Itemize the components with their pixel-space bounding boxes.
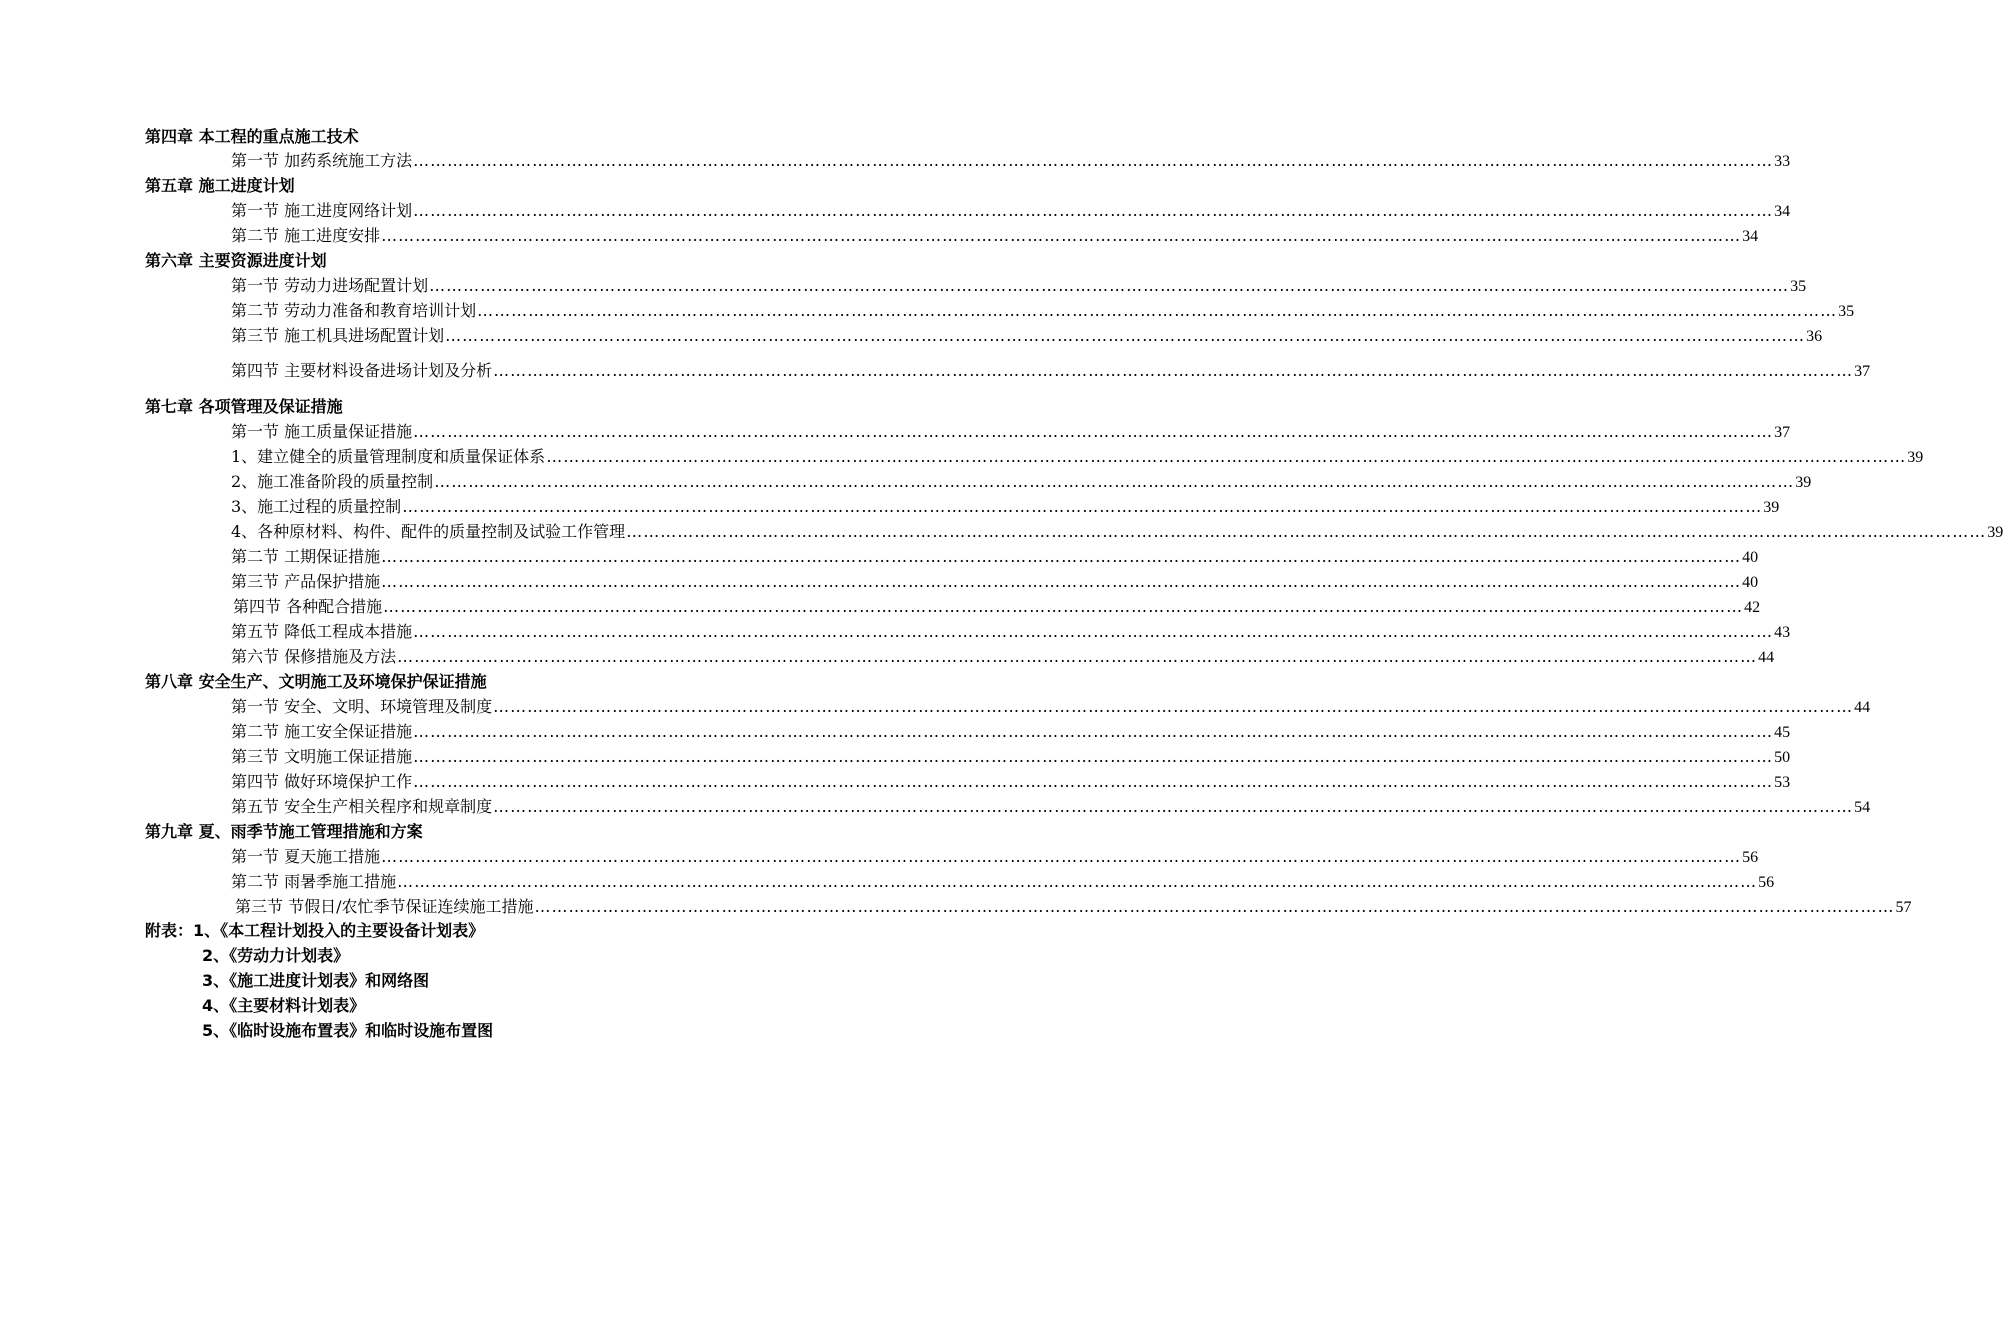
- appendix-item: 4、《主要材料计划表》: [202, 996, 366, 1015]
- toc-dot-leader: ……………………………………………………………………………………………………………………………………………………………………………………………………………………: [477, 301, 1838, 320]
- toc-entry-label: 第三节 节假日/农忙季节保证连续施工措施: [235, 897, 534, 916]
- toc-entry-label: 2、施工准备阶段的质量控制: [231, 472, 434, 491]
- toc-entry-label: 第一节 施工进度网络计划: [231, 201, 413, 220]
- toc-entry: [231, 300, 1855, 323]
- toc-entry-label: 第二节 工期保证措施: [231, 547, 381, 566]
- toc-entry-label: 第二节 劳动力准备和教育培训计划: [231, 301, 477, 320]
- toc-entry: [231, 771, 1791, 794]
- toc-dot-leader: ……………………………………………………………………………………………………………………………………………………………………………………………………………………: [397, 647, 1758, 666]
- toc-entry-label: 3、施工过程的质量控制: [231, 497, 402, 516]
- toc-dot-leader: ……………………………………………………………………………………………………………………………………………………………………………………………………………………: [397, 872, 1758, 891]
- toc-dot-leader: ……………………………………………………………………………………………………………………………………………………………………………………………………………………: [413, 772, 1774, 791]
- toc-entry: [231, 421, 1791, 444]
- toc-entry: [231, 471, 1812, 494]
- toc-entry: [231, 871, 1775, 894]
- toc-entry: [231, 846, 1759, 869]
- toc-dot-leader: ……………………………………………………………………………………………………………………………………………………………………………………………………………………: [546, 447, 1907, 466]
- toc-dot-leader: ……………………………………………………………………………………………………………………………………………………………………………………………………………………: [413, 622, 1774, 641]
- toc-page-number: 53: [1774, 774, 1791, 791]
- toc-page-number: 44: [1854, 699, 1871, 716]
- toc-entry-label: 第五节 安全生产相关程序和规章制度: [231, 797, 493, 816]
- toc-chapter-heading: 第九章 夏、雨季节施工管理措施和方案: [145, 822, 423, 841]
- toc-page-number: 39: [1987, 524, 2003, 541]
- toc-entry-label: 第四节 主要材料设备进场计划及分析: [231, 361, 493, 380]
- toc-entry: [231, 325, 1823, 348]
- toc-entry: [231, 446, 1924, 469]
- toc-page-number: 42: [1744, 599, 1761, 616]
- toc-dot-leader: ……………………………………………………………………………………………………………………………………………………………………………………………………………………: [413, 422, 1774, 441]
- toc-page-number: 56: [1742, 849, 1759, 866]
- toc-entry-label: 第四节 做好环境保护工作: [231, 772, 413, 791]
- toc-entry-label: 1、建立健全的质量管理制度和质量保证体系: [231, 447, 546, 466]
- toc-entry: [231, 521, 2003, 544]
- toc-entry-label: 第一节 施工质量保证措施: [231, 422, 413, 441]
- toc-entry-label: 第三节 产品保护措施: [231, 572, 381, 591]
- toc-dot-leader: ……………………………………………………………………………………………………………………………………………………………………………………………………………………: [383, 597, 1744, 616]
- toc-entry-label: 第二节 雨暑季施工措施: [231, 872, 397, 891]
- toc-dot-leader: ……………………………………………………………………………………………………………………………………………………………………………………………………………………: [413, 201, 1774, 220]
- toc-dot-leader: ……………………………………………………………………………………………………………………………………………………………………………………………………………………: [413, 722, 1774, 741]
- toc-entry: [231, 746, 1791, 769]
- toc-entry-label: 第一节 安全、文明、环境管理及制度: [231, 697, 493, 716]
- toc-page-number: 44: [1758, 649, 1775, 666]
- toc-dot-leader: ……………………………………………………………………………………………………………………………………………………………………………………………………………………: [381, 847, 1742, 866]
- toc-entry: [231, 275, 1807, 298]
- toc-entry: [231, 646, 1775, 669]
- toc-page-number: 37: [1854, 363, 1871, 380]
- toc-chapter-heading: 第八章 安全生产、文明施工及环境保护保证措施: [145, 672, 487, 691]
- appendix-item: 2、《劳动力计划表》: [202, 946, 350, 965]
- toc-page-number: 40: [1742, 549, 1759, 566]
- toc-page-number: 36: [1806, 328, 1823, 345]
- toc-page-number: 39: [1907, 449, 1924, 466]
- toc-entry-label: 第五节 降低工程成本措施: [231, 622, 413, 641]
- toc-entry: [231, 546, 1759, 569]
- toc-page-number: 57: [1895, 899, 1912, 916]
- toc-dot-leader: ……………………………………………………………………………………………………………………………………………………………………………………………………………………: [429, 276, 1790, 295]
- appendix-item: 3、《施工进度计划表》和网络图: [202, 971, 430, 990]
- toc-entry-label: 第四节 各种配合措施: [233, 597, 383, 616]
- toc-page-number: 39: [1763, 499, 1780, 516]
- toc-dot-leader: ……………………………………………………………………………………………………………………………………………………………………………………………………………………: [381, 226, 1742, 245]
- toc-entry: [231, 721, 1791, 744]
- toc-entry-label: 第三节 施工机具进场配置计划: [231, 326, 445, 345]
- toc-entry: [231, 496, 1780, 519]
- toc-page-number: 34: [1742, 228, 1759, 245]
- toc-entry-label: 第三节 文明施工保证措施: [231, 747, 413, 766]
- toc-chapter-heading: 第六章 主要资源进度计划: [145, 251, 327, 270]
- toc-dot-leader: ……………………………………………………………………………………………………………………………………………………………………………………………………………………: [413, 747, 1774, 766]
- toc-chapter-heading: 第七章 各项管理及保证措施: [145, 397, 343, 416]
- toc-dot-leader: ……………………………………………………………………………………………………………………………………………………………………………………………………………………: [493, 797, 1854, 816]
- toc-page-number: 37: [1774, 424, 1791, 441]
- toc-entry: [235, 896, 1912, 919]
- toc-page-number: 54: [1854, 799, 1871, 816]
- toc-entry: [231, 225, 1759, 248]
- toc-entry: [231, 621, 1791, 644]
- toc-dot-leader: ……………………………………………………………………………………………………………………………………………………………………………………………………………………: [445, 326, 1806, 345]
- toc-entry: [231, 796, 1871, 819]
- toc-page-number: 56: [1758, 874, 1775, 891]
- toc-entry: [231, 696, 1871, 719]
- toc-page-number: 35: [1838, 303, 1855, 320]
- toc-entry-label: 第一节 夏天施工措施: [231, 847, 381, 866]
- toc-entry: [231, 360, 1871, 383]
- toc-dot-leader: ……………………………………………………………………………………………………………………………………………………………………………………………………………………: [413, 151, 1774, 170]
- toc-page-number: 35: [1790, 278, 1807, 295]
- toc-entry: [231, 200, 1791, 223]
- toc-entry-label: 第二节 施工进度安排: [231, 226, 381, 245]
- toc-page-number: 50: [1774, 749, 1791, 766]
- toc-page-number: 45: [1774, 724, 1791, 741]
- toc-chapter-heading: 第五章 施工进度计划: [145, 176, 295, 195]
- toc-entry: [233, 596, 1761, 619]
- toc-entry-label: 第六节 保修措施及方法: [231, 647, 397, 666]
- toc-page-number: 34: [1774, 203, 1791, 220]
- appendix-item: 附表：1、《本工程计划投入的主要设备计划表》: [145, 921, 485, 940]
- toc-dot-leader: ……………………………………………………………………………………………………………………………………………………………………………………………………………………: [381, 547, 1742, 566]
- toc-entry-label: 4、各种原材料、构件、配件的质量控制及试验工作管理: [231, 522, 626, 541]
- toc-entry-label: 第二节 施工安全保证措施: [231, 722, 413, 741]
- toc-page-number: 43: [1774, 624, 1791, 641]
- toc-dot-leader: ……………………………………………………………………………………………………………………………………………………………………………………………………………………: [626, 522, 1987, 541]
- toc-dot-leader: ……………………………………………………………………………………………………………………………………………………………………………………………………………………: [493, 361, 1854, 380]
- toc-dot-leader: ……………………………………………………………………………………………………………………………………………………………………………………………………………………: [434, 472, 1795, 491]
- appendix-item: 5、《临时设施布置表》和临时设施布置图: [202, 1021, 494, 1040]
- toc-dot-leader: ……………………………………………………………………………………………………………………………………………………………………………………………………………………: [381, 572, 1742, 591]
- toc-dot-leader: ……………………………………………………………………………………………………………………………………………………………………………………………………………………: [402, 497, 1763, 516]
- toc-entry-label: 第一节 劳动力进场配置计划: [231, 276, 429, 295]
- toc-entry-label: 第一节 加药系统施工方法: [231, 151, 413, 170]
- toc-entry: [231, 571, 1759, 594]
- toc-entry: [231, 150, 1791, 173]
- toc-dot-leader: ……………………………………………………………………………………………………………………………………………………………………………………………………………………: [534, 897, 1895, 916]
- toc-chapter-heading: 第四章 本工程的重点施工技术: [145, 127, 359, 146]
- toc-page-number: 33: [1774, 153, 1791, 170]
- toc-page-number: 39: [1795, 474, 1812, 491]
- toc-page-number: 40: [1742, 574, 1759, 591]
- toc-dot-leader: ……………………………………………………………………………………………………………………………………………………………………………………………………………………: [493, 697, 1854, 716]
